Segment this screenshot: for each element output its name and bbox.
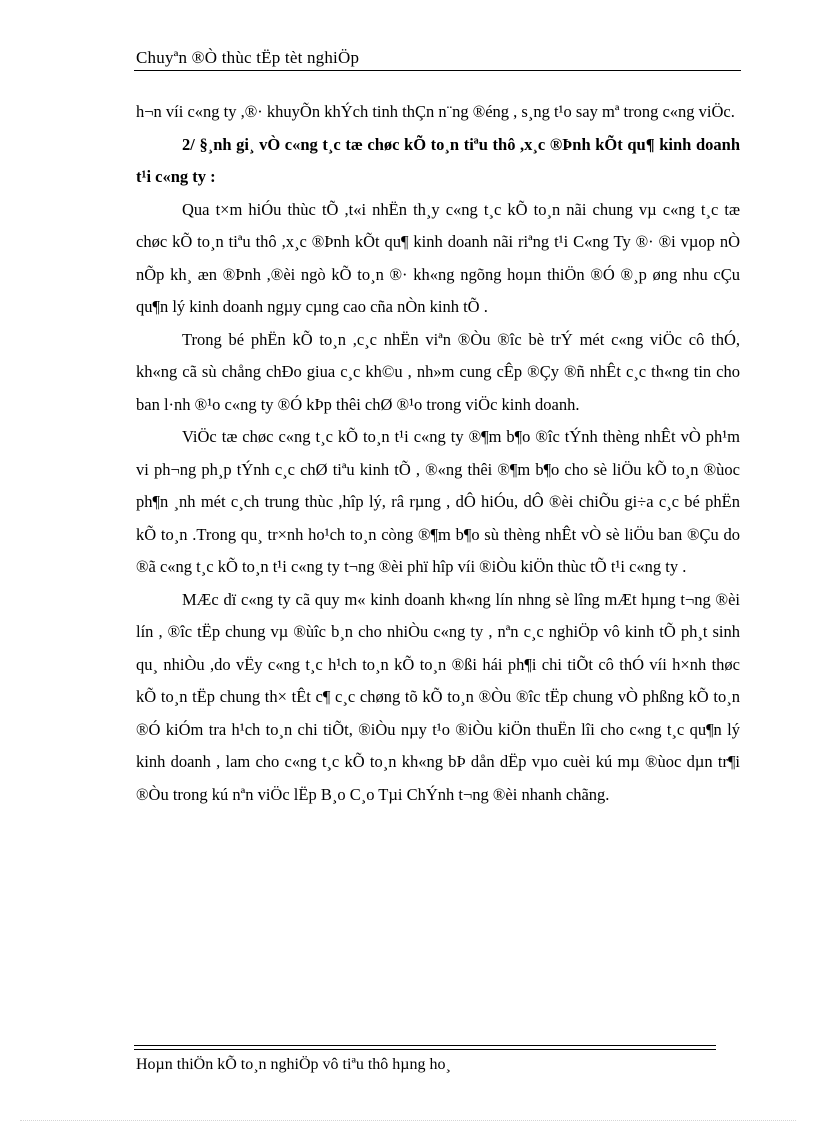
paragraph-continuation: h¬n víi c«ng ty ,®· khuyÕn khÝch tinh thÇn n¨ng ®éng , s¸ng t¹o say mª trong c«ng viÖc.	[136, 102, 735, 121]
paragraph: ViÖc tæ chøc c«ng t¸c kÕ to¸n t¹i c«ng ty ®¶m b¶o ®îc tÝnh thèng nhÊt vÒ ph¹m vi ph¬ng ph¸p tÝnh c¸c chØ tiªu kinh tÕ , ®«ng thêi ®¶m b¶o cho sè liÖu kÕ to¸n ®ùoc ph¶n ¸nh mét c¸ch trung thùc ,hîp lý, râ rµng , dÔ hiÓu, dÔ ®èi chiÕu gi÷a c¸c bé phËn kÕ to¸n .Trong qu¸ tr×nh ho¹ch to¸n còng ®¶m b¶o sù thèng nhÊt vÒ sè liÖu ban ®Çu do ®ã c«ng t¸c kÕ to¸n t¹i c«ng ty t¬ng ®èi phï hîp víi ®iÒu kiÖn thùc tÕ t¹i c«ng ty .	[136, 427, 740, 576]
page-footer-text: Hoµn thiÖn kÕ to¸n nghiÖp vô tiªu thô hµng ho¸	[136, 1056, 451, 1073]
header-divider	[134, 70, 741, 71]
paragraph: Trong bé phËn kÕ to¸n ,c¸c nhËn viªn ®Òu ®îc bè trÝ mét c«ng viÖc cô thÓ, kh«ng cã sù chång chÐo giua c¸c kh©u , nh»m cung cÊp ®Çy ®ñ nhÊt c¸c th«ng tin cho ban l·nh ®¹o c«ng ty ®Ó kÞp thêi chØ ®¹o trong viÖc kinh doanh.	[136, 329, 740, 414]
document-body	[136, 96, 740, 811]
section-heading: 2/ §¸nh gi¸ vÒ c«ng t¸c tæ chøc kÕ to¸n tiªu thô ,x¸c ®Þnh kÕt qu¶ kinh doanh t¹i c«ng ty :	[136, 134, 740, 186]
footer-divider-top	[134, 1045, 716, 1046]
paragraph: Qua t×m hiÓu thùc tÕ ,t«i nhËn th¸y c«ng t¸c kÕ to¸n nãi chung vµ c«ng t¸c tæ chøc kÕ to¸n tiªu thô ,x¸c ®Þnh kÕt qu¶ kinh doanh nãi riªng t¹i C«ng Ty ®· ®i vµop nÒ nÕp kh¸ æn ®Þnh ,®èi ngò kÕ to¸n ®· kh«ng ngõng hoµn thiÖn ®Ó ®¸p øng nhu cÇu qu¶n lý kinh doanh ngµy cµng cao cña nÒn kinh tÕ .	[136, 199, 740, 316]
page-bottom-edge	[20, 1120, 796, 1121]
paragraph: MÆc dï c«ng ty cã quy m« kinh doanh kh«ng lín nhng sè lîng mÆt hµng t¬ng ®èi lín , ®îc tËp chung vµ ®ùîc b¸n cho nhiÒu c«ng ty , nªn c¸c nghiÖp vô kinh tÕ ph¸t sinh qu¸ nhiÒu ,do vËy c«ng t¸c h¹ch to¸n kÕ to¸n ®ßi hái ph¶i chi tiÕt cô thÓ víi h×nh thøc kÕ to¸n tËp chung th× tÊt c¶ c¸c chøng tõ kÕ to¸n ®Òu ®îc tËp chung vÒ phßng kÕ to¸n ®Ó kiÓm tra h¹ch to¸n chi tiÕt, ®iÒu nµy t¹o ®iÒu kiÖn thuËn lîi cho c«ng t¸c qu¶n lý kinh doanh , lam cho c«ng t¸c kÕ to¸n kh«ng bÞ dån dËp vµo cuèi kú mµ ®ùoc dµn tr¶i ®Òu trong kú nªn viÖc lËp B¸o C¸o Tµi ChÝnh t¬ng ®èi nhanh chãng.	[136, 589, 740, 804]
page-header-title: Chuyªn ®Ò thùc tËp tèt nghiÖp	[136, 48, 360, 67]
footer-divider-bottom	[134, 1049, 716, 1050]
